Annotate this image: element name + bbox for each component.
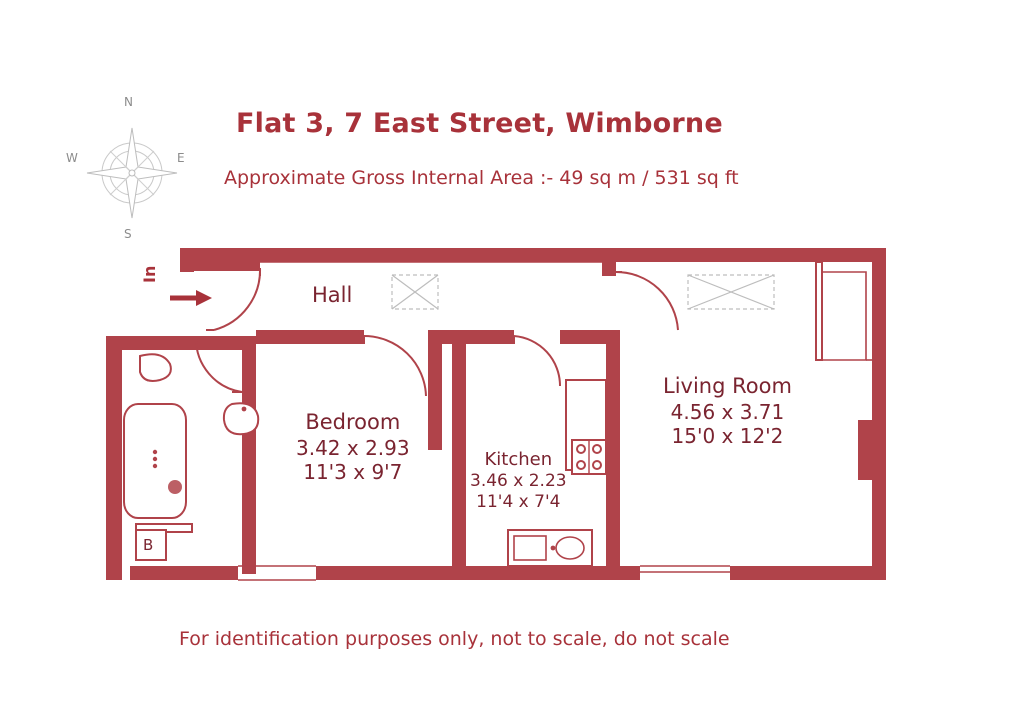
room-imperial-kitchen: 11'4 x 7'4 (476, 491, 561, 512)
room-label-kitchen (470, 449, 567, 512)
page-title: Flat 3, 7 East Street, Wimborne (236, 108, 723, 139)
bathroom-fixtures (124, 354, 258, 560)
room-imperial-bedroom: 11'3 x 9'7 (303, 460, 403, 484)
compass-label-west: W (66, 151, 78, 165)
room-metric-living-room: 4.56 x 3.71 (670, 399, 785, 424)
room-metric-kitchen: 3.46 x 2.23 (470, 470, 567, 491)
room-name-hall: Hall (312, 283, 353, 307)
room-imperial-living-room: 15'0 x 12'2 (671, 424, 784, 448)
room-metric-bedroom: 3.42 x 2.93 (296, 435, 410, 460)
compass-label-north: N (124, 95, 133, 109)
room-label-bedroom (296, 410, 410, 484)
room-name-living-room: Living Room (663, 374, 792, 398)
room-name-kitchen: Kitchen (484, 449, 553, 470)
entrance-label: In (140, 265, 159, 283)
room-label-hall (312, 283, 352, 309)
boiler-label: B (143, 536, 154, 554)
room-label-living-room (663, 374, 792, 448)
entrance-arrow-icon (170, 290, 212, 306)
area-subtitle: Approximate Gross Internal Area :- 49 sq m / 531 sq ft (224, 167, 739, 189)
room-name-bedroom: Bedroom (305, 410, 401, 434)
disclaimer-text: For identification purposes only, not to scale, do not scale (179, 628, 730, 650)
compass-label-south: S (124, 227, 132, 241)
compass-label-east: E (177, 151, 185, 165)
window-group (392, 275, 774, 309)
